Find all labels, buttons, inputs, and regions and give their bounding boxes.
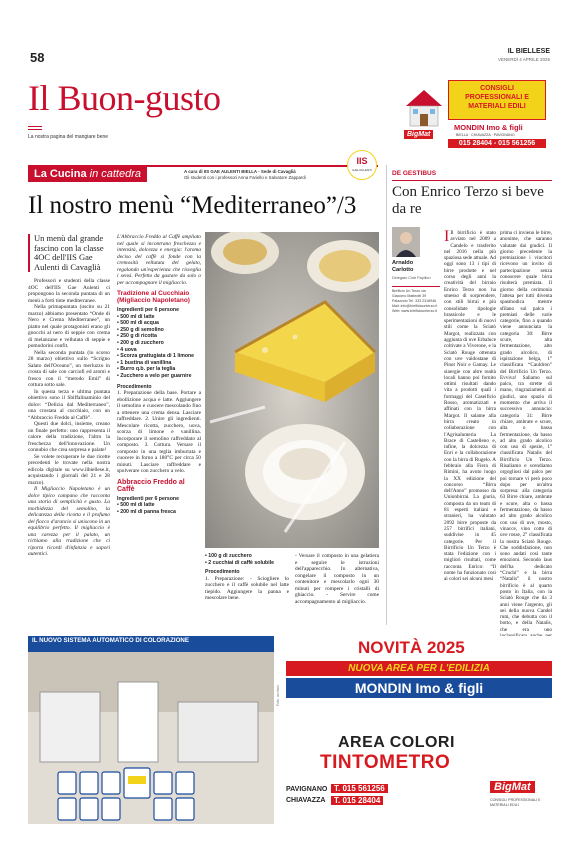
recipe-2-proc-b: - Versare il composto in una gelatiera e seguire le istruzioni dell'apparecchio. In alternativa, congelare il composto in un contenitore e mescolarlo ogni 30 minuti per rompere i cristalli di ghiaccio. - Servire come accompagnamento al migliaccio. bbox=[295, 553, 379, 605]
ad-banner: IL NUOVO SISTEMA AUTOMATICO DI COLORAZIONE bbox=[28, 636, 274, 652]
page-number: 58 bbox=[30, 50, 45, 65]
ing-item: • 250 g di semolino bbox=[117, 326, 164, 333]
lead-body: Un menù dal grande fascino con la classe 4OC dell'IIS Gae Aulenti di Cavaglià bbox=[34, 233, 104, 272]
school-logo-text: IIS bbox=[356, 156, 368, 166]
para-6: Se volete recuperare le due ricette precedenti le trovate nella nostra edicola digitale su www.ilbiellese.it, acquistando i giornali del 21 e 28 marzo). bbox=[28, 453, 110, 486]
cucina-credit-1: A cura di IIS GAE AULENTI BIELLA - Sede di Cavaglià bbox=[184, 169, 296, 174]
ad-line2: PROFESSIONALI E bbox=[465, 94, 529, 101]
lead-text bbox=[28, 234, 110, 272]
school-logo-sub: GAE AULENTI bbox=[352, 168, 372, 172]
paper-name: IL BIELLESE bbox=[507, 48, 550, 55]
para-3: Nella seconda puntata (lo scorso 28 marzo) obiettivo sullo “Scrigno Salato dell'Oceano”, un merluzzo in crosta di sale con carciofi ed aromi e fresco con il “metodo Emil” di cottura sotto sale. bbox=[28, 349, 110, 389]
ad-nuova-area: NUOVA AREA PER L'EDILIZIA bbox=[286, 661, 552, 676]
recipe-2-ingredients bbox=[117, 502, 201, 515]
ad-tel-2: T. 015 28404 bbox=[331, 796, 383, 805]
ing-item: • 200 ml di panna fresca bbox=[117, 508, 176, 515]
recipe-2-cont bbox=[205, 553, 289, 602]
cucina-tag bbox=[28, 166, 147, 182]
gestibus-divider bbox=[386, 165, 387, 625]
para-8: L'Abbraccio Freddo al Caffè ampliato nel quale si incontrano freschezza e intensità, dolcezza e energia: l'aroma deciso del caffè si fonde con la cremosità vellutata del gelato, regalando un'esperienza che risveglia i sensi. Perfetto da gustare da solo o per accompagnare il migliaccio. bbox=[117, 234, 201, 286]
recipe-2-proc-title: Procedimento bbox=[205, 569, 240, 576]
ad-area-colori: AREA COLORI bbox=[338, 734, 455, 751]
ad-top[interactable] bbox=[400, 70, 550, 155]
gestibus-col-1 bbox=[444, 230, 496, 583]
dessert-photo bbox=[205, 232, 379, 548]
ing-item: • 100 g di zucchero bbox=[205, 553, 252, 559]
para-7: Il Migliaccio Napoletano è un dolce tipico campano che racconta una storia di semplicità e gusto. La morbidezza del semolino, la delicatezza della ricotta e il profumo del fiocco d'arancio si uniscono in un equilibrio perfetto. Il migliaccio è una carezza per il palato, un richiamo alla tradizione che ci riporta ricordi d'infanzia e sapori autentici. bbox=[28, 486, 110, 558]
recipe-2-ing-title: Ingredienti per 6 persone bbox=[117, 495, 179, 502]
ad-tintometro: TINTOMETRO bbox=[320, 752, 451, 773]
gestibus-tag: DE GESTIBUS bbox=[392, 170, 437, 177]
brewery-info-box: Birrificio Un Terzo via Giacomo Matteotti 39 Palazzolo Tel. 333 2318946 Mail: info@birrificiounterzo.it Web: www.birrificiounterzo.it bbox=[392, 286, 440, 314]
para-2: Nella primapuntata (uscito su 21 marzo) abbiamo presentato “Onde di Nero e Crema Mediterranee”, un piatto nel quale protagonisti erano gli gnocchi al nero di seppie con crema di melanzane e vellutata di seppie e pomodorini confit. bbox=[28, 304, 110, 350]
para-1: Professori e studenti della classe 4OC dell'IIS Gae Aulenti ci propongono la seconda puntata di un menù a forti tinte mediterranee. bbox=[28, 278, 110, 304]
recipe-1-ingredients bbox=[117, 314, 201, 380]
house-illustration bbox=[404, 88, 444, 128]
author-role: Delegato Club Papillon bbox=[392, 276, 431, 280]
ad-bottom-brand: BigMat bbox=[490, 781, 535, 793]
ad-mondin: MONDIN Imo & figli bbox=[286, 678, 552, 698]
ing-item: • Burro q.b. per la teglia bbox=[117, 366, 176, 373]
gestibus-col-1-text: Il birrificio è stato avviato nel 2009 a Candelo e trasferito nel 2016 nella più spaziosa sede attuale. Ad oggi sono 13 i tipi di birre prodotte e nel corso degli anni la creatività del birraio Enrico Terzo non ha smesso di sorprendere, con stili birrai e più consolidate tipologie brassicole e le sperimentazioni di nuovi stili come la Sciatò Margot, realizzata con aggiunta di uve Erbaluce coltivate a Viverone, e la Sciatò Rouge ottenuta con uve valdostane di Pinot Noir e Gamay. Le sinergie con altre realtà locali hanno poi fornito ottimi risultati dando vita a prodotti quali i formaggi del Caseificio Rosso, aromatizzati e affinati con la birra Margot. Il salame alla birra creato in collaborazione con l'Agrisalumeria La Brace di Castelleno e, infine, la dolcezza di Enri e la collaborazione con la birra di Rugelo. A febbraio alla Fiera di Rimini, ha avuto luogo la XX edizione del concorso “Birra dell'Anno” promosso da Unionbirrai. La giuria, composta da un team di 81 esperti italiani e stranieri, ha valutato 2092 birre proposte da 257 birrifici italiani, suddivise in 45 categorie. Per il Birrificio Un Terzo è stata l'edizione con i migliori risultati, come racconta Enrico: “Il nome ha funzionato così ai colori sei alcuni mesi bbox=[444, 230, 496, 583]
issue-date: VENERDÌ 4 APRILE 2025 bbox=[497, 57, 550, 62]
ing-item: • Scorza grattugiata di 1 limone bbox=[117, 353, 195, 360]
recipe-1-title: Tradizione al Cucchiaio (Migliaccio Napoletano) bbox=[117, 290, 190, 304]
ad-store-name: MONDIN Imo & figli bbox=[454, 123, 523, 132]
ad-store-photo bbox=[28, 652, 274, 824]
recipe-2-title: Abbraccio Freddo al Caffè bbox=[117, 478, 185, 493]
cucina-tag-main: La Cucina bbox=[34, 168, 87, 180]
ad-tel-1: T. 015 561256 bbox=[331, 784, 388, 793]
ad-novita: NOVITÀ 2025 bbox=[358, 638, 465, 657]
recipe-2-proc-a: 1. Preparazione: - Sciogliere lo zucchero e il caffè solubile nel latte tiepido. Aggiungere la panna e mescolare bene. bbox=[205, 575, 289, 602]
gestibus-rule bbox=[392, 180, 552, 181]
col-2 bbox=[117, 234, 201, 515]
section-title: Il Buon-gusto bbox=[28, 78, 221, 118]
recipe-1-procedure: 1. Preparazione della base. Portare a ebollizione acqua e latte. Aggiungere il semolino e cuocere mescolando fino a ottenere una crema densa. Lasciare raffreddare. 2. Unire gli ingredienti. Mescolare ricotta, zucchero, uova, scorza di limone e vanillina. Incorporare il semolino raffreddato al composto. 3. Cottura. Versare il composto in una teglia imburrata e cuocere in forno a 180°C per circa 50 minuti. Lasciare raffreddare e spolverare con zucchero a velo. bbox=[117, 390, 201, 475]
recipe-1-proc-title: Procedimento bbox=[117, 383, 152, 390]
recipe-1-ing-title: Ingredienti per 6 persone bbox=[117, 307, 179, 313]
col-1-body bbox=[28, 278, 110, 558]
section-ornament bbox=[28, 126, 42, 130]
drop-cap: I bbox=[444, 228, 450, 245]
ad-brand-logo: BigMat bbox=[404, 130, 433, 139]
ing-item: • Zucchero a velo per guarnire bbox=[117, 372, 192, 379]
cucina-credit-2: Gli studenti con i professori Anna Fariello e Salvatore Zappardi bbox=[184, 175, 306, 180]
author-name: Arnaldo Carlotto bbox=[392, 260, 414, 273]
ad-line1: CONSIGLI bbox=[480, 85, 514, 92]
school-logo bbox=[347, 150, 377, 180]
para-4: In questa terza e ultima puntata obiettivo sono il Sbiffalinaminio del dolce: “Delizia dal Mediterraneo”, una crostata al cucchiaio, con un “Abbraccio Freddo al Caffè”. bbox=[28, 388, 110, 421]
ing-item: • 500 ml di acqua bbox=[117, 320, 159, 327]
recipe-2-ingredients-b bbox=[205, 553, 289, 566]
ing-item: • 4 uova bbox=[117, 346, 137, 353]
ad-advice-box bbox=[448, 80, 546, 120]
section-subtitle: La nostra pagina del mangiare bene bbox=[28, 134, 109, 140]
ad-town-2: CHIAVAZZA bbox=[286, 797, 326, 804]
ad-bottom[interactable] bbox=[28, 636, 552, 824]
gestibus-col-2: prima ci invieno le birre, anonime, che saranno valutate dai giudici. Il giorno precedente la premiazione i vincitori ricevono un invito di partecipazione senza conoscere quale birra risulterà premiata. Il giorno della cerimonia l'attesa per tutti diventa spasmodica mentre sfilano sul palco i premiati delle varie categorie, fino a quando viene annunciata la categoria 30: Birre scure, alta fermentazione, alto grado alcolico, di ispirazione belga, 1° classificata “Cauldron” del Birrificio Un Terzo. Evviva! Saliamo sul palco, tra strette di mano, ringraziamenti ai giudici, uno spazio di momento che arriva il successivo annuncio: categoria 31: Birre chiare, ambrate e scure, alta o bassa fermentazione, da basso ad alto grado alcolico con uso di spezie, 1° classificata Natalis del Birrificio Un Terzo. Risaliamo e scendiamo orgogliosi dal palco per poi tornare vi però poco dopo per un'altra sorpresa: alla categoria 63 Birre chiare, ambrate e scure, alta o bassa fermentazione, da basso ad alto grado alcolico con uso di uve, mosto, vinacce, vino cotto di uve rosse, 2° classificata la nostra Sciatò Rouge. Che soddisfazione, non sono andati così tante emozioni. Secondo laus dell'ha dedicato “Cruchi” e la birra “Natalis” il nostro birrificio è al quarto posto in Italia, con la Sciatò Rouge che da 3 anni viene l'argento, gli sei della nuova Candel rum, che debutta con il botto, e della Natalis, che era uno bbox=[500, 230, 552, 633]
para-5: Questi due dolci, insieme, creano un finale perfetto: uno rappresenta il calore della tradizione, l'altro la freschezza dell'innovazione. Un connubio che crea sorpresa e palate! bbox=[28, 421, 110, 454]
ad-town-1: PAVIGNANO bbox=[286, 786, 328, 793]
ad-photo-credit: Foto: archivio bbox=[276, 684, 280, 706]
ad-bottom-brand-sub: CONSIGLI PROFESSIONALI E MATERIALI EDILI bbox=[490, 798, 541, 807]
ad-phones: 015 28404 - 015 561256 bbox=[448, 139, 546, 148]
ing-item: • 250 g di ricotta bbox=[117, 333, 157, 340]
author-photo bbox=[392, 227, 420, 257]
ing-item: • 1 bustina di vanillina bbox=[117, 359, 172, 366]
ing-item: • 2 cucchiai di caffè solubile bbox=[205, 559, 274, 566]
ad-towns: BIELLA · CHIAVAZZA · PAVIGNANO bbox=[456, 133, 515, 137]
ing-item: • 500 ml di latte bbox=[117, 313, 155, 320]
ad-line3: MATERIALI EDILI bbox=[468, 103, 526, 110]
article-title: Il nostro menù “Mediterraneo”/3 bbox=[28, 192, 357, 219]
ing-item: • 200 g di zucchero bbox=[117, 339, 164, 346]
cucina-tag-sub: in cattedra bbox=[89, 168, 142, 180]
ing-item: • 500 ml di latte bbox=[117, 502, 155, 509]
gestibus-title: Con Enrico Terzo si beve da re bbox=[392, 184, 544, 217]
col-1 bbox=[28, 234, 110, 558]
